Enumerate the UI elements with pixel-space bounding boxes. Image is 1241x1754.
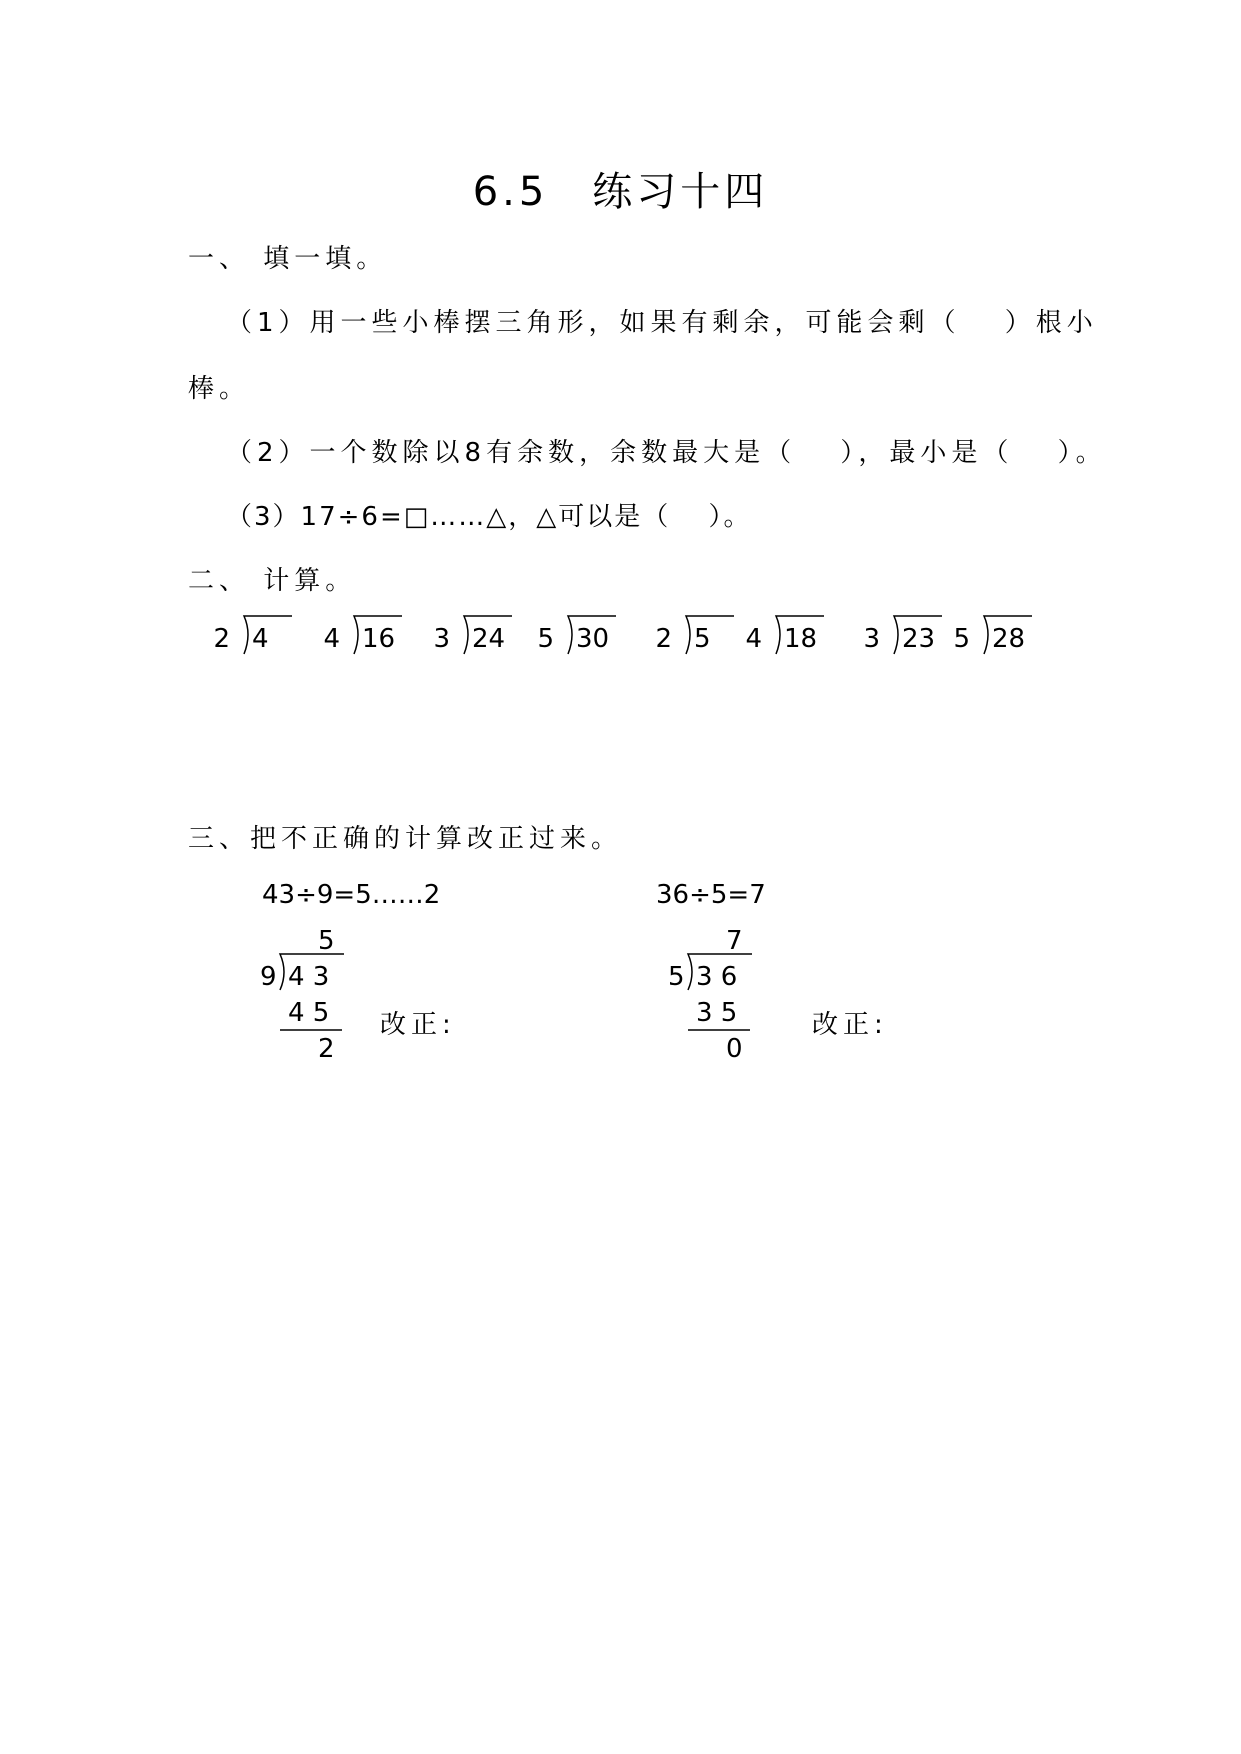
dividend: 4 (252, 624, 269, 654)
divisor: 5 (537, 624, 554, 654)
section1-heading: 一、 填一填。 (188, 244, 388, 274)
divisor: 2 (213, 624, 230, 654)
right-equation: 36÷5=7 (656, 880, 766, 910)
divisor: 4 (323, 624, 340, 654)
dividend: 16 (362, 624, 396, 654)
right-remainder: 0 (726, 1034, 743, 1064)
divisor: 4 (745, 624, 762, 654)
right-divisor: 5 (668, 962, 685, 992)
left-equation: 43÷9=5……2 (262, 880, 441, 910)
left-dividend: 4 3 (288, 962, 330, 992)
left-divisor: 9 (260, 962, 277, 992)
dividend: 5 (694, 624, 711, 654)
divisor: 3 (863, 624, 880, 654)
page-title: 6.5 练习十四 (472, 169, 769, 215)
right-vertical-division (666, 928, 786, 1078)
dividend: 30 (576, 624, 610, 654)
divisor: 3 (433, 624, 450, 654)
left-quotient: 5 (318, 926, 335, 956)
right-product: 3 5 (696, 998, 738, 1028)
section3-heading: 三、把不正确的计算改正过来。 (188, 824, 623, 854)
left-vertical-division (258, 928, 378, 1078)
dividend: 28 (992, 624, 1026, 654)
left-product: 4 5 (288, 998, 330, 1028)
section2-heading: 二、 计算。 (188, 566, 357, 596)
dividend: 23 (902, 624, 936, 654)
left-correction-label: 改正: (380, 1010, 456, 1040)
right-correction-label: 改正: (812, 1010, 888, 1040)
right-quotient: 7 (726, 926, 743, 956)
question-1-line1: （1）用一些小棒摆三角形，如果有剩余，可能会剩（ ）根小 (226, 308, 1098, 338)
question-2: （2）一个数除以8有余数，余数最大是（ ），最小是（ ）。 (226, 438, 1107, 468)
question-3: （3）17÷6=□……△，△可以是（ ）。 (226, 502, 752, 532)
dividend: 18 (784, 624, 818, 654)
divisor: 5 (953, 624, 970, 654)
divisor: 2 (655, 624, 672, 654)
question-1-line2: 棒。 (188, 374, 251, 404)
left-remainder: 2 (318, 1034, 335, 1064)
right-dividend: 3 6 (696, 962, 738, 992)
dividend: 24 (472, 624, 506, 654)
